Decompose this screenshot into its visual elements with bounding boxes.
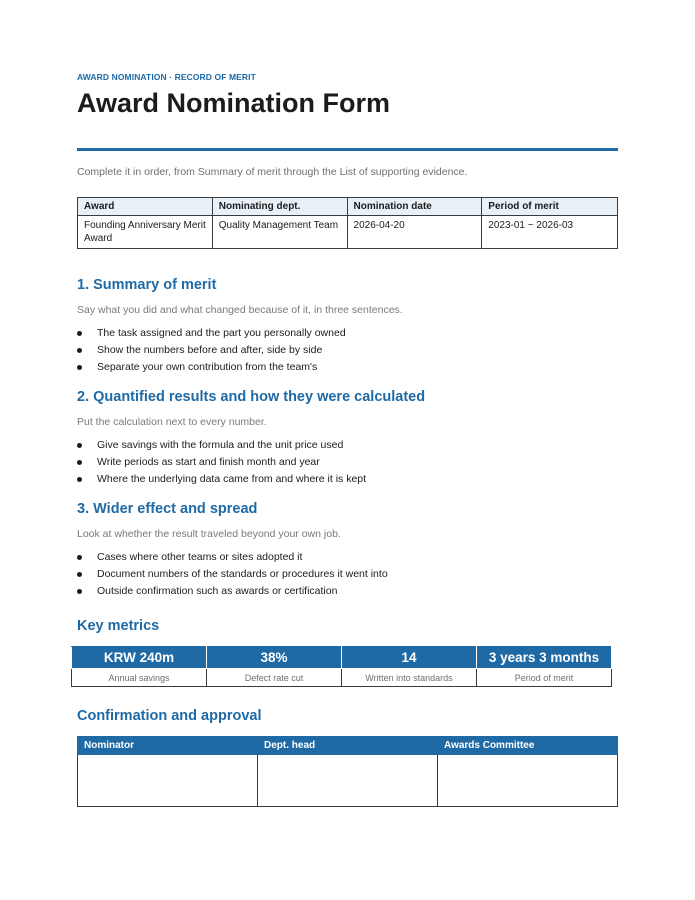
- section-3-lead: Look at whether the result traveled beyond your own job.: [77, 528, 341, 540]
- info-value-award: Founding Anniversary Merit Award: [78, 216, 213, 249]
- list-item: Separate your own contribution from the team's: [77, 360, 346, 377]
- metric-value-defect-rate: 38%: [207, 647, 342, 669]
- section-1-lead: Say what you did and what changed because of it, in three sentences.: [77, 304, 403, 316]
- info-header-row: [78, 198, 618, 216]
- info-value-date: 2026-04-20: [347, 216, 482, 249]
- approval-header-nominator: Nominator: [78, 737, 258, 755]
- list-item: Give savings with the formula and the unit price used: [77, 438, 366, 455]
- committee-signature-box[interactable]: [438, 755, 618, 807]
- approval-header-dept-head: Dept. head: [258, 737, 438, 755]
- metric-value-period: 3 years 3 months: [477, 647, 612, 669]
- section-3-heading: 3. Wider effect and spread: [77, 501, 258, 517]
- page-title: Award Nomination Form: [77, 88, 391, 118]
- list-item: Cases where other teams or sites adopted it: [77, 550, 388, 567]
- list-item: The task assigned and the part you personally owned: [77, 326, 346, 343]
- approval-heading: Confirmation and approval: [77, 708, 262, 724]
- section-1-heading: 1. Summary of merit: [77, 277, 217, 293]
- info-header-award: Award: [78, 198, 213, 216]
- approval-header-row: [78, 737, 618, 755]
- list-item: Write periods as start and finish month and year: [77, 455, 366, 472]
- key-metrics-heading: Key metrics: [77, 618, 160, 634]
- metric-label-standards: Written into standards: [342, 669, 477, 687]
- nomination-info-table: [77, 197, 618, 249]
- metric-label-savings: Annual savings: [72, 669, 207, 687]
- nominator-signature-box[interactable]: [78, 755, 258, 807]
- approval-header-committee: Awards Committee: [438, 737, 618, 755]
- metric-label-period: Period of merit: [477, 669, 612, 687]
- info-value-row: [78, 216, 618, 249]
- list-item: Outside confirmation such as awards or certification: [77, 584, 388, 601]
- intro-text: Complete it in order, from Summary of merit through the List of supporting evidence.: [77, 166, 468, 178]
- metric-label-defect-rate: Defect rate cut: [207, 669, 342, 687]
- metrics-label-row: [72, 669, 612, 687]
- metric-value-standards: 14: [342, 647, 477, 669]
- section-2-bullets: [77, 438, 366, 489]
- info-header-date: Nomination date: [347, 198, 482, 216]
- approval-signature-row: [78, 755, 618, 807]
- approval-signature-table: [77, 736, 618, 807]
- info-value-dept: Quality Management Team: [212, 216, 347, 249]
- list-item: Document numbers of the standards or procedures it went into: [77, 567, 388, 584]
- dept-head-signature-box[interactable]: [258, 755, 438, 807]
- info-value-period: 2023-01 ~ 2026-03: [482, 216, 618, 249]
- section-1-bullets: [77, 326, 346, 377]
- document-eyebrow: AWARD NOMINATION · RECORD OF MERIT: [77, 72, 256, 82]
- list-item: Show the numbers before and after, side by side: [77, 343, 346, 360]
- section-3-bullets: [77, 550, 388, 601]
- info-header-period: Period of merit: [482, 198, 618, 216]
- list-item: Where the underlying data came from and where it is kept: [77, 472, 366, 489]
- title-divider: [77, 148, 618, 151]
- section-2-lead: Put the calculation next to every number.: [77, 416, 267, 428]
- key-metrics-table: [71, 646, 612, 687]
- metrics-value-row: [72, 647, 612, 669]
- metric-value-savings: KRW 240m: [72, 647, 207, 669]
- info-header-dept: Nominating dept.: [212, 198, 347, 216]
- section-2-heading: 2. Quantified results and how they were calculated: [77, 389, 426, 405]
